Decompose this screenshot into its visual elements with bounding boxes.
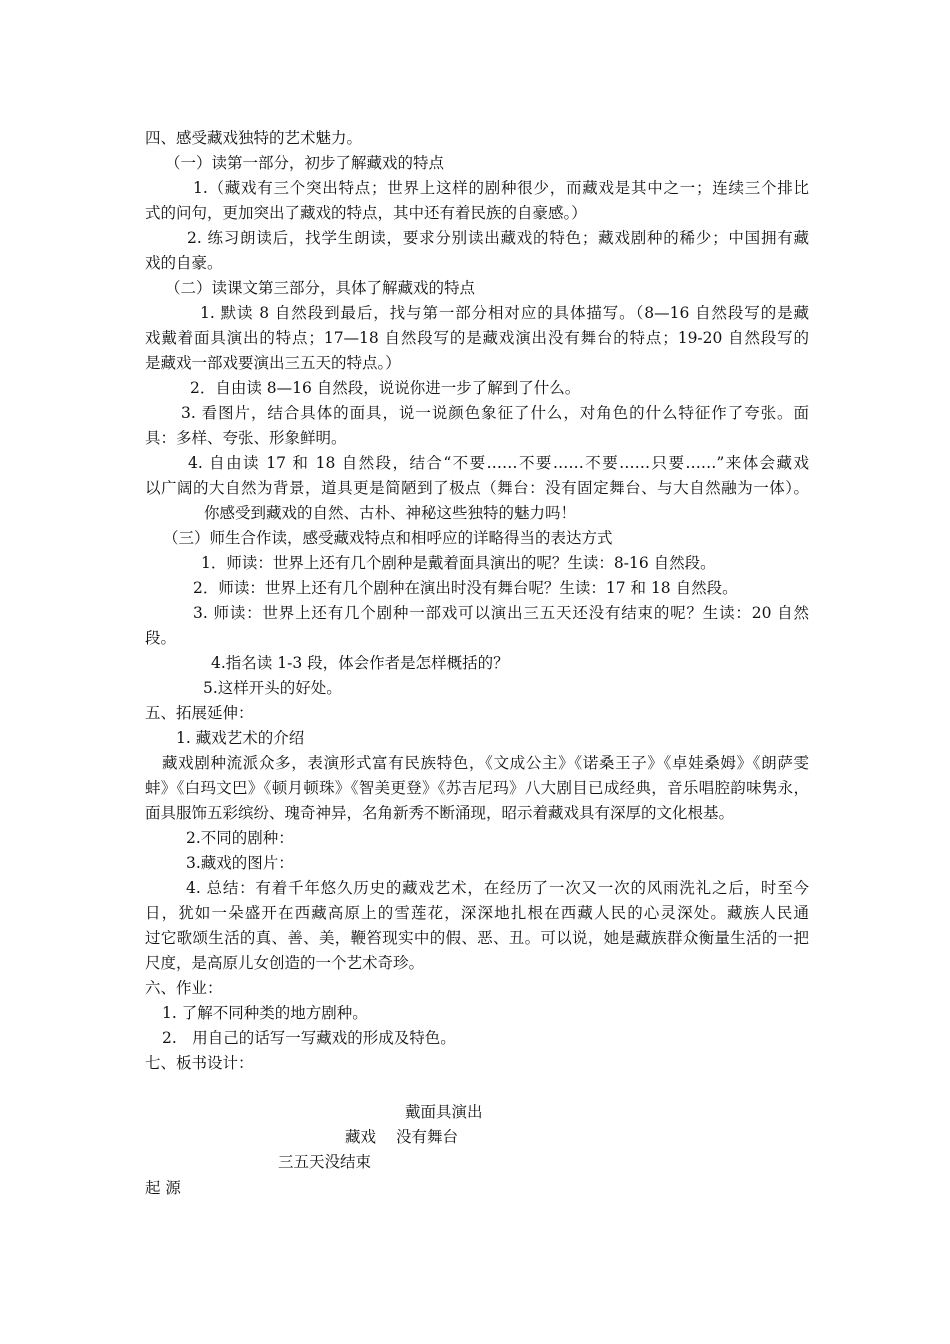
list-item: 2. 用自己的话写一写藏戏的形成及特色。 <box>162 1029 456 1047</box>
paragraph-line: 藏戏剧种流派众多，表演形式富有民族特色，《文成公主》《诺桑王子》《卓娃桑姆》《朗萨雯 <box>162 754 809 772</box>
board-line-2: 没有舞台 <box>396 1128 459 1146</box>
paragraph-line: 2．自由读 8—16 自然段，说说你进一步了解到了什么。 <box>190 379 581 397</box>
paragraph-line: 是藏戏一部戏要演出三五天的特点。） <box>145 354 401 372</box>
paragraph-line: 3. 师读：世界上还有几个剧种一部戏可以演出三五天还没有结束的呢？生读：20 自然 <box>193 604 809 622</box>
paragraph-line: 3. 看图片，结合具体的面具，说一说颜色象征了什么，对角色的什么特征作了夸张。面 <box>181 404 809 422</box>
paragraph-line: 日，犹如一朵盛开在西藏高原上的雪莲花，深深地扎根在西藏人民的心灵深处。藏族人民通 <box>145 904 809 922</box>
paragraph-line: 式的问句，更加突出了藏戏的特点，其中还有着民族的自豪感。） <box>145 204 587 222</box>
paragraph-line: 戏戴着面具演出的特点；17—18 自然段写的是藏戏演出没有舞台的特点；19-20 自然段写的 <box>145 329 809 347</box>
paragraph-line: 1. 默读 8 自然段到最后，找与第一部分相对应的具体描写。（8—16 自然段写的是藏 <box>200 304 809 322</box>
paragraph-line: 1．师读：世界上还有几个剧种是戴着面具演出的呢？生读：8-16 自然段。 <box>201 554 716 572</box>
paragraph-line: 具：多样、夸张、形象鲜明。 <box>145 429 347 447</box>
subheading-line: 1. 藏戏艺术的介绍 <box>176 729 305 747</box>
paragraph-line: 过它歌颂生活的真、善、美，鞭笞现实中的假、恶、丑。可以说，她是藏族群众衡量生活的一把 <box>145 929 809 947</box>
section-heading-6: 六、作业： <box>145 979 223 997</box>
board-label: 藏戏 <box>345 1128 377 1146</box>
paragraph-line: 戏的自豪。 <box>145 254 223 272</box>
paragraph-line: 你感受到藏戏的自然、古朴、神秘这些独特的魅力吗！ <box>204 504 577 522</box>
section-heading-4: 四、感受藏戏独特的艺术魅力。 <box>145 129 363 147</box>
subheading-2: （二）读课文第三部分，具体了解藏戏的特点 <box>165 279 476 297</box>
subheading-3: （三）师生合作读，感受藏戏特点和相呼应的详略得当的表达方式 <box>163 529 613 547</box>
paragraph-line: 4. 总结：有着千年悠久历史的藏戏艺术，在经历了一次又一次的风雨洗礼之后，时至今 <box>186 879 809 897</box>
paragraph-line: 4.指名读 1-3 段，体会作者是怎样概括的？ <box>211 654 509 672</box>
list-item: 1. 了解不同种类的地方剧种。 <box>162 1004 368 1022</box>
paragraph-line: 蚌》《白玛文巴》《顿月顿珠》《智美更登》《苏吉尼玛》八大剧目已成经典，音乐唱腔韵味隽永， <box>145 779 809 797</box>
paragraph-line: 尺度，是高原儿女创造的一个艺术奇珍。 <box>145 954 425 972</box>
section-heading-7: 七、板书设计： <box>145 1054 254 1072</box>
board-origin: 起 源 <box>145 1179 181 1197</box>
board-line-3: 三五天没结束 <box>278 1153 372 1171</box>
paragraph-line: 以广阔的大自然为背景，道具更是简陋到了极点（舞台：没有固定舞台、与大自然融为一体）。 <box>145 479 809 497</box>
paragraph-line: 3.藏戏的图片： <box>186 854 294 872</box>
paragraph-line: 4. 自由读 17 和 18 自然段，结合“不要……不要……不要……只要……”来体会藏戏 <box>188 454 809 472</box>
paragraph-line: 1.（藏戏有三个突出特点；世界上这样的剧种很少，而藏戏是其中之一；连续三个排比 <box>193 179 809 197</box>
paragraph-line: 2．师读：世界上还有几个剧种在演出时没有舞台呢？生读：17 和 18 自然段。 <box>193 579 738 597</box>
section-heading-5: 五、拓展延伸： <box>145 704 254 722</box>
board-line-1: 戴面具演出 <box>405 1103 483 1121</box>
paragraph-line: 面具服饰五彩缤纷、瑰奇神异，名角新秀不断涌现，昭示着藏戏具有深厚的文化根基。 <box>145 804 735 822</box>
paragraph-line: 段。 <box>145 629 177 647</box>
paragraph-line: 5.这样开头的好处。 <box>203 679 342 697</box>
subheading-1: （一）读第一部分，初步了解藏戏的特点 <box>165 154 445 172</box>
paragraph-line: 2.不同的剧种： <box>186 829 294 847</box>
paragraph-line: 2. 练习朗读后，找学生朗读，要求分别读出藏戏的特色；藏戏剧种的稀少；中国拥有藏 <box>187 229 809 247</box>
